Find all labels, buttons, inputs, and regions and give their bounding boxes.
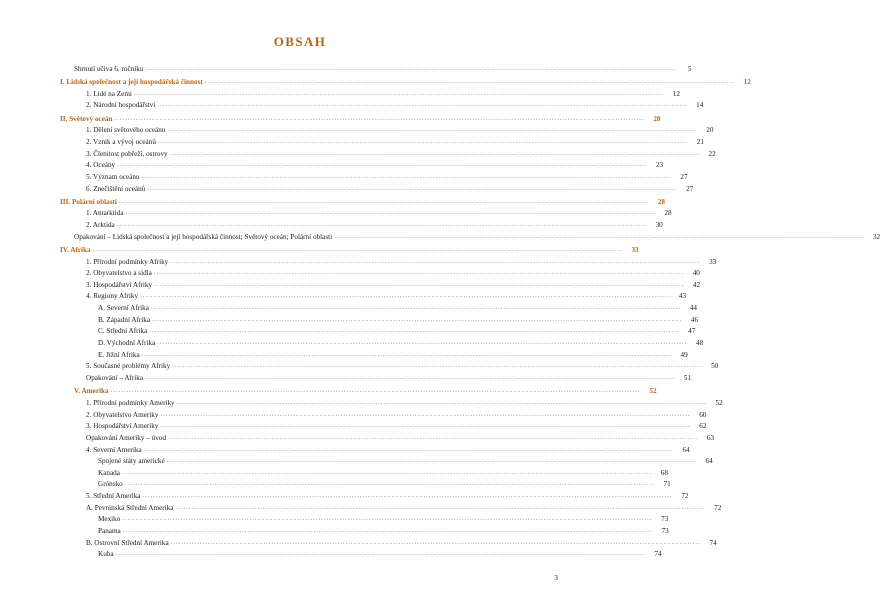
toc-entry-label: 2. Národní hospodářství [86, 101, 156, 110]
toc-entry-label: 1. Přírodní podmínky Afriky [86, 257, 169, 266]
toc-entry-label: 4. Regiony Afriky [86, 292, 139, 301]
toc-entry-page: 73 [661, 515, 669, 524]
toc-leader-dots: ........................................................................................................................................................................................................ [117, 160, 648, 169]
toc-entry-page: 12 [672, 89, 680, 98]
toc-leader-dots: ........................................................................................................................................................................................................ [157, 136, 688, 145]
toc-entry-label: C. Střední Afrika [98, 327, 148, 336]
toc-entry-label: 3. Hospodářství Afriky [86, 280, 153, 289]
toc-entry-label: 2. Arktida [86, 221, 115, 230]
toc-leader-dots: ........................................................................................................................................................................................................ [141, 171, 672, 180]
toc-leader-dots: ........................................................................................................................................................................................................ [166, 456, 697, 465]
toc-entry-page: 47 [688, 327, 696, 336]
toc-entry-label: A. Severní Afrika [98, 304, 149, 313]
toc-leader-dots: ........................................................................................................................................................................................................ [172, 361, 703, 370]
toc-entry[interactable] [60, 183, 694, 196]
toc-entry-label: 1. Přírodní podmínky Ameriky [86, 398, 175, 407]
toc-leader-dots: ........................................................................................................................................................................................................ [157, 100, 688, 109]
toc-leader-dots: ........................................................................................................................................................................................................ [122, 526, 653, 535]
toc-entry-page: 42 [692, 280, 701, 289]
toc-leader-dots: ........................................................................................................................................................................................................ [160, 409, 691, 418]
toc-entry-label: 1. Antarktida [86, 209, 124, 218]
toc-leader-dots: ........................................................................................................................................................................................................ [122, 514, 653, 523]
toc-entry-page: 33 [631, 245, 639, 254]
toc-entry-label: I. Lidská společnost a její hospodářská činnost [60, 78, 203, 87]
toc-leader-dots: ........................................................................................................................................................................................................ [147, 183, 678, 192]
toc-leader-dots: ........................................................................................................................................................................................................ [133, 88, 664, 97]
toc-leader-dots: ........................................................................................................................................................................................................ [142, 491, 673, 500]
toc-entry-page: 72 [681, 492, 689, 501]
toc-entry-page: 72 [714, 503, 722, 512]
toc-entry-page: 71 [663, 480, 671, 489]
toc-entry[interactable] [60, 64, 692, 76]
toc-entry-page: 49 [680, 350, 688, 359]
toc-entry-page: 12 [743, 78, 751, 87]
toc-entry-page: 48 [695, 339, 704, 348]
toc-entry-label: B. Západní Afrika [98, 315, 151, 324]
toc-entry[interactable] [60, 373, 692, 385]
toc-entry-label: Grónsko [98, 480, 123, 489]
toc-entry-page: 62 [699, 422, 707, 431]
toc-leader-dots: ........................................................................................................................................................................................................ [152, 314, 683, 323]
toc-entry[interactable] [60, 549, 662, 561]
toc-entry-page: 52 [715, 398, 723, 407]
toc-leader-dots: ........................................................................................................................................................................................................ [154, 279, 685, 288]
toc-entry-label: II. Světový oceán [60, 114, 113, 123]
toc-entry-page: 27 [686, 184, 694, 193]
toc-leader-dots: ........................................................................................................................................................................................................ [334, 231, 865, 240]
toc-entry-page: 64 [705, 457, 713, 466]
toc-entry-label: 1. Lidé na Zemi [86, 89, 132, 98]
toc-entry-page: 64 [682, 445, 690, 454]
toc-entry-page: 68 [660, 468, 668, 477]
toc-entry-page: 74 [709, 538, 717, 547]
toc-entry-label: 4. Severní Amerika [86, 445, 142, 454]
toc-leader-dots: ........................................................................................................................................................................................................ [150, 303, 681, 312]
toc-entry-page: 21 [696, 137, 704, 146]
toc-entry-page: 20 [706, 126, 714, 135]
toc-entry-label: 2. Obyvatelstvo a sídla [86, 269, 152, 278]
toc-entry-page: 74 [654, 550, 662, 559]
toc-leader-dots: ........................................................................................................................................................................................................ [168, 432, 699, 441]
toc-entry-label: 2. Vznik a vývoj oceánů [86, 137, 156, 146]
toc-leader-dots: ........................................................................................................................................................................................................ [124, 479, 655, 488]
toc-entry-label: Opakování – Afrika [86, 374, 144, 383]
toc-entry-page: 44 [689, 304, 697, 313]
toc-leader-dots: ........................................................................................................................................................................................................ [169, 148, 700, 157]
toc-entry[interactable] [60, 231, 880, 244]
toc-entry-label: IV. Afrika [60, 245, 91, 254]
toc-leader-dots: ........................................................................................................................................................................................................ [92, 244, 623, 253]
toc-entry-label: E. Jižní Afrika [98, 350, 140, 359]
page-title: OBSAH [273, 34, 327, 49]
toc-leader-dots: ........................................................................................................................................................................................................ [157, 338, 688, 347]
toc-entry-label: 3. Členitost pobřeží, ostrovy [86, 149, 168, 158]
toc-entry-label: Spojené státy americké [98, 457, 165, 466]
toc-entry-label: Shrnutí učiva 6. ročníku [74, 65, 144, 73]
toc-leader-dots: ........................................................................................................................................................................................................ [153, 268, 684, 277]
toc-entry-page: 46 [690, 315, 699, 324]
toc-entry-label: A. Pevninská Střední Amerika [86, 503, 174, 512]
toc-leader-dots: ........................................................................................................................................................................................................ [176, 397, 707, 406]
toc-leader-dots: ........................................................................................................................................................................................................ [145, 64, 676, 72]
table-of-contents [60, 64, 880, 561]
toc-entry-page: 27 [680, 172, 688, 181]
toc-entry-label: 5. Střední Amerika [86, 492, 141, 501]
toc-entry-label: 5. Současné problémy Afriky [86, 362, 171, 371]
toc-leader-dots: ........................................................................................................................................................................................................ [145, 373, 676, 382]
toc-entry-label: Opakování Ameriky – úvod [86, 433, 167, 442]
toc-leader-dots: ........................................................................................................................................................................................................ [118, 196, 649, 205]
toc-entry-page: 60 [699, 410, 707, 419]
toc-entry-page: 5 [687, 65, 692, 73]
toc-entry-page: 33 [709, 257, 717, 266]
toc-leader-dots: ........................................................................................................................................................................................................ [143, 444, 674, 453]
toc-entry-page: 63 [706, 433, 715, 442]
toc-entry-page: 28 [664, 209, 672, 218]
toc-leader-dots: ........................................................................................................................................................................................................ [125, 208, 656, 217]
toc-leader-dots: ........................................................................................................................................................................................................ [149, 326, 680, 335]
toc-entry-label: D. Východní Afrika [98, 339, 156, 348]
toc-entry-label: 3. Hospodářství Ameriky [86, 422, 159, 431]
toc-leader-dots: ........................................................................................................................................................................................................ [141, 349, 672, 358]
toc-entry-label: Kanada [98, 468, 120, 477]
toc-entry-label: 2. Obyvatelstvo Ameriky [86, 410, 159, 419]
toc-entry-page: 22 [708, 149, 716, 158]
toc-leader-dots: ........................................................................................................................................................................................................ [170, 256, 701, 265]
toc-entry-page: 23 [655, 161, 664, 170]
toc-entry-page: 73 [661, 527, 669, 536]
toc-entry-label: Opakování – Lidská společnost a její hospodářská činnost; Světový oceán; Polární oblasti [74, 232, 333, 241]
toc-entry-label: III. Polární oblasti [60, 197, 117, 206]
toc-entry-label: Kuba [98, 550, 114, 559]
toc-entry-page: 51 [683, 374, 692, 383]
folio-number: 3 [554, 573, 558, 582]
toc-entry[interactable] [60, 100, 704, 112]
toc-entry-page: 32 [872, 232, 880, 241]
toc-entry-label: B. Ostrovní Střední Amerika [86, 538, 169, 547]
toc-entry-label: 4. Oceány [86, 161, 116, 170]
toc-entry-page: 14 [696, 101, 704, 110]
toc-leader-dots: ........................................................................................................................................................................................................ [114, 113, 645, 122]
toc-entry-label: 6. Znečištění oceánů [86, 184, 146, 193]
toc-entry-label: V. Amerika [74, 387, 109, 396]
toc-leader-dots: ........................................................................................................................................................................................................ [121, 467, 652, 476]
toc-entry-page: 52 [649, 387, 657, 396]
toc-leader-dots: ........................................................................................................................................................................................................ [170, 537, 701, 546]
toc-leader-dots: ........................................................................................................................................................................................................ [140, 291, 671, 300]
toc-entry-page: 28 [657, 197, 665, 206]
toc-leader-dots: ........................................................................................................................................................................................................ [204, 77, 735, 86]
toc-entry-page: 50 [711, 362, 719, 371]
toc-leader-dots: ........................................................................................................................................................................................................ [167, 125, 698, 134]
toc-leader-dots: ........................................................................................................................................................................................................ [175, 502, 706, 511]
toc-leader-dots: ........................................................................................................................................................................................................ [110, 386, 641, 395]
toc-entry-label: Mexiko [98, 515, 121, 524]
toc-entry-label: 5. Význam oceánu [86, 172, 140, 181]
toc-leader-dots: ........................................................................................................................................................................................................ [115, 549, 646, 558]
toc-entry-page: 40 [692, 269, 700, 278]
toc-leader-dots: ........................................................................................................................................................................................................ [160, 421, 691, 430]
toc-entry-label: 1. Dělení světového oceánu [86, 126, 166, 135]
toc-entry-page: 20 [653, 114, 661, 123]
toc-entry-page: 30 [655, 221, 663, 230]
toc-entry-page: 43 [678, 292, 687, 301]
toc-entry-label: Panama [98, 527, 121, 536]
toc-leader-dots: ........................................................................................................................................................................................................ [116, 220, 647, 229]
